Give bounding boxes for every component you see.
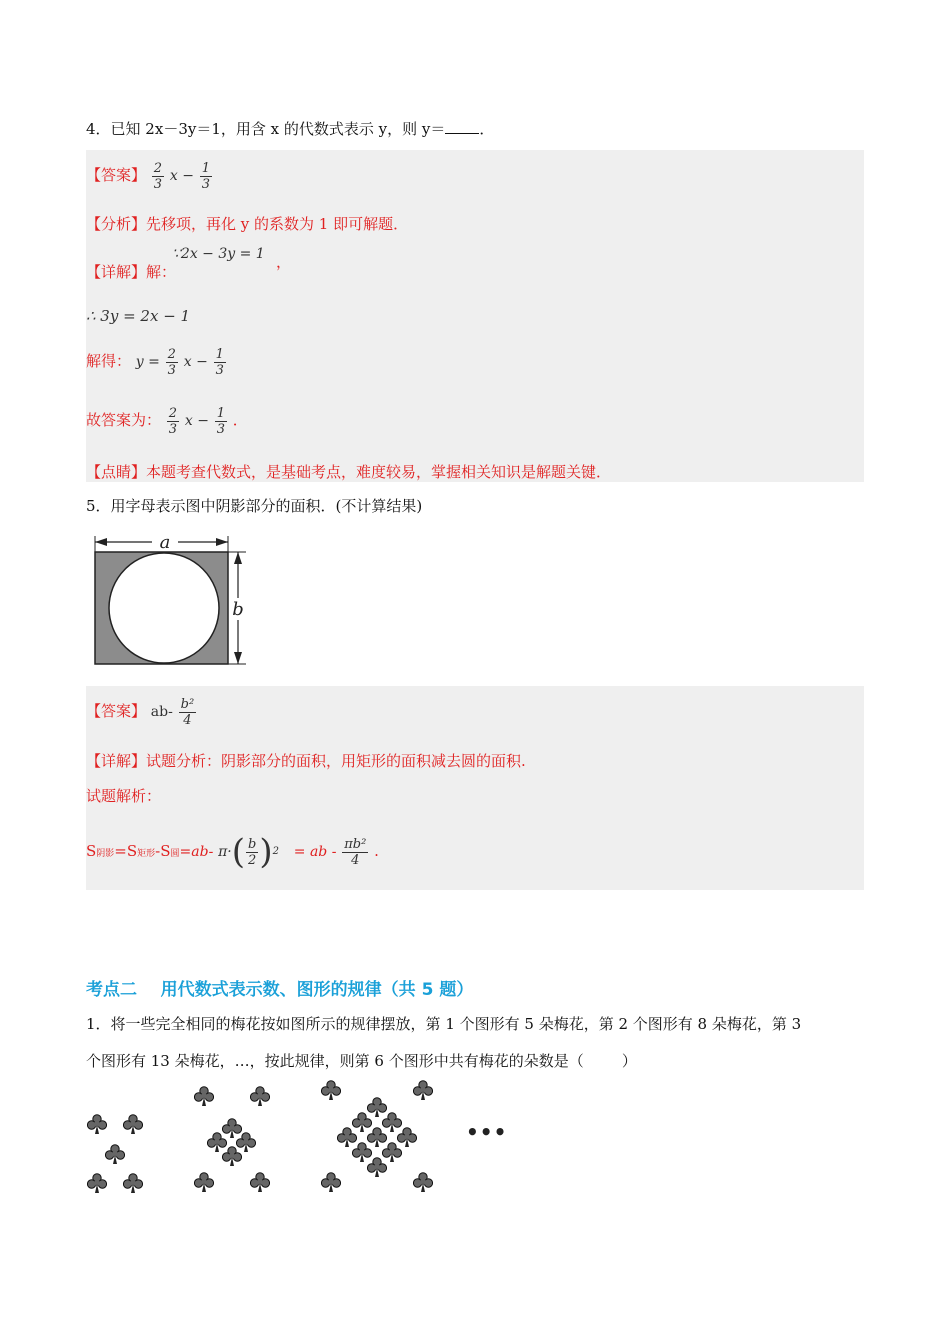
club-icon <box>413 1080 433 1102</box>
shaded-area-figure <box>86 532 256 670</box>
club-icon <box>194 1172 214 1194</box>
q4-therefore-line: ∴ 3y = 2x − 1 <box>86 307 191 325</box>
club-icon <box>250 1172 270 1194</box>
fraction: $\frac{\text{b²}}{4}$ <box>180 696 195 728</box>
q4-solve: 解得： y = $\frac{2}{3}$ x − $\frac{1}{3}$ <box>86 346 224 378</box>
inscribed-circle <box>109 553 219 663</box>
label-a: a <box>159 532 171 553</box>
q5-formula: S阴影=S矩形-S圆=ab- π·( $\frac{b}{2}$ )2 = ab - $\frac{\text{πb²}}{4}$ . <box>86 832 379 872</box>
club-icon <box>87 1114 107 1136</box>
q4-detail-math: ∵2x − 3y = 1 <box>172 246 265 262</box>
fraction: $\frac{2}{3}$ <box>167 346 176 378</box>
club-icon <box>123 1173 143 1195</box>
fraction: $\frac{b}{2}$ <box>248 836 257 868</box>
label-b: b <box>232 599 244 620</box>
q4-answer: 【答案】 $\frac{2}{3}$ x − $\frac{1}{3}$ <box>86 160 210 192</box>
q4-comment: 【点睛】本题考查代数式，是基础考点，难度较易，掌握相关知识是解题关键． <box>86 463 612 481</box>
club-icon <box>194 1086 214 1108</box>
club-icon <box>105 1144 125 1166</box>
q4-analysis: 【分析】先移项，再化 y 的系数为 1 即可解题． <box>86 215 409 233</box>
section-heading: 考点二 用代数式表示数、图形的规律（共 5 题） <box>86 980 474 1000</box>
q4-detail-comma: ， <box>276 253 292 271</box>
ellipsis: ••• <box>466 1120 508 1144</box>
club-icon <box>321 1080 341 1102</box>
club-icon <box>123 1114 143 1136</box>
fraction: $\frac{1}{3}$ <box>201 160 210 192</box>
club-icon <box>367 1157 387 1179</box>
club-icon <box>413 1172 433 1194</box>
q4-final-answer: 故答案为： $\frac{2}{3}$ x − $\frac{1}{3}$ ． <box>86 405 248 437</box>
fraction: $\frac{2}{3}$ <box>168 405 178 437</box>
q5-detail: 【详解】试题分析：阴影部分的面积，用矩形的面积减去圆的面积. <box>86 752 526 770</box>
q4-detail: 【详解】解： <box>86 263 177 281</box>
fraction: $\frac{2}{3}$ <box>153 160 163 192</box>
club-icon <box>87 1173 107 1195</box>
fraction: $\frac{1}{3}$ <box>215 346 224 378</box>
q5-solution-label: 试题解析： <box>86 787 162 805</box>
fraction: $\frac{1}{3}$ <box>216 405 225 437</box>
s2q1-line2: 个图形有 13 朵梅花，…，按此规律，则第 6 个图形中共有梅花的朵数是（ ） <box>86 1052 637 1070</box>
s2q1-line1: 1．将一些完全相同的梅花按如图所示的规律摆放，第 1 个图形有 5 朵梅花，第 2 个图形有 8 朵梅花，第 3 <box>86 1015 802 1033</box>
club-icon <box>222 1146 242 1168</box>
club-icon <box>321 1172 341 1194</box>
q4-question: 4．已知 2x－3y＝1，用含 x 的代数式表示 y，则 y＝ ． <box>86 120 495 138</box>
fraction: $\frac{\text{πb²}}{4}$ <box>344 836 367 868</box>
q5-answer: 【答案】 ab- $\frac{\text{b²}}{4}$ <box>86 696 195 728</box>
club-icon <box>250 1086 270 1108</box>
answer-blank <box>445 119 479 134</box>
q5-question: 5．用字母表示图中阴影部分的面积．(不计算结果) <box>86 497 423 515</box>
